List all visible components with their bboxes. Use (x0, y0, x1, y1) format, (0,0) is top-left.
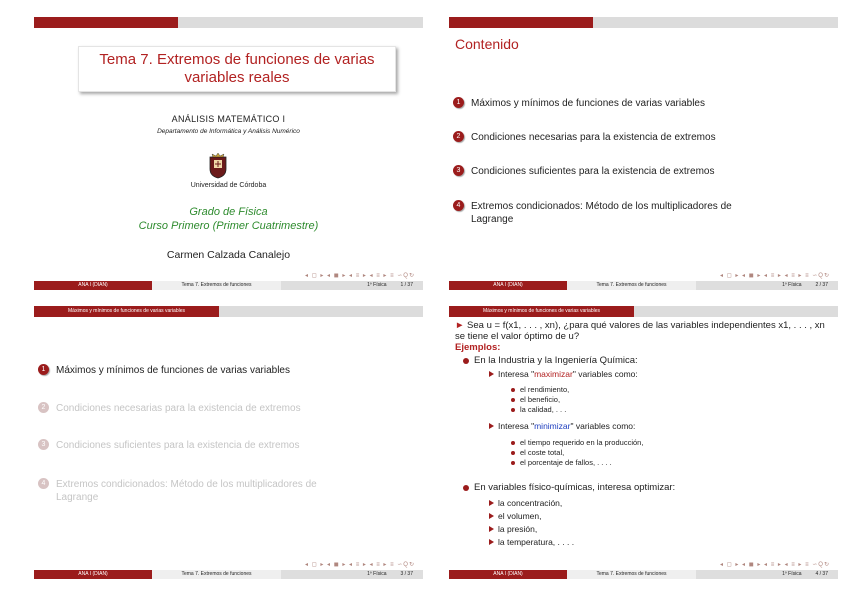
beamer-nav-icons[interactable]: ◂ ◻ ▸ ◂ ◼ ▸ ◂ ≡ ▸ ◂ ≡ ▸ ≡ ∽Q↻ (720, 273, 830, 279)
bullet-icon (489, 371, 494, 377)
presentation-title: Tema 7. Extremos de funciones de varias variables reales (99, 51, 375, 86)
footer-group: 1º Física (782, 282, 802, 288)
slide-title (34, 17, 423, 290)
footer-title: Tema 7. Extremos de funciones (152, 570, 281, 579)
footer (34, 281, 423, 290)
list-item: la concentración, (489, 498, 562, 508)
section-header (449, 306, 838, 317)
intro-text: Sea u = f(x1, . . . , xn), ¿para qué valores de las variables independientes x1, . . . , xn se tiene el valor óptimo de u? (455, 320, 825, 342)
list-item: el rendimiento, (511, 385, 569, 394)
toc-label: Máximos y mínimos de funciones de varias variables (56, 365, 290, 376)
footer (449, 570, 838, 579)
toc-label: Condiciones suficientes para la existencia de extremos (471, 166, 715, 177)
author: Carmen Calzada Canalejo (166, 249, 291, 261)
toc-item[interactable] (453, 200, 763, 226)
toc-label: Extremos condicionados: Método de los multiplicadores de Lagrange (471, 201, 732, 225)
page-number: 4 / 37 (815, 571, 828, 577)
slide-contents (449, 17, 838, 290)
toc-item[interactable] (38, 402, 301, 415)
footer-title: Tema 7. Extremos de funciones (567, 570, 696, 579)
list-item: el porcentaje de fallos, . . . . (511, 458, 612, 467)
toc-label: Condiciones necesarias para la existencia de extremos (56, 403, 301, 414)
footer (34, 570, 423, 579)
item-number: 2 (453, 131, 464, 142)
item-number: 4 (453, 200, 464, 211)
list-item: la temperatura, . . . . (489, 537, 574, 547)
footer-group: 1º Física (367, 571, 387, 577)
footer-right (696, 570, 838, 579)
course-year: Curso Primero (Primer Cuatrimestre) (138, 220, 319, 232)
section-header (34, 306, 423, 317)
title-box (78, 46, 396, 92)
toc-label: Máximos y mínimos de funciones de varias variables (471, 98, 705, 109)
list-item: el tiempo requerido en la producción, (511, 438, 643, 447)
footer-group: 1º Física (367, 282, 387, 288)
item-number: 3 (453, 165, 464, 176)
top-strip (34, 17, 423, 28)
bullet-icon (463, 485, 469, 491)
toc-label: Condiciones necesarias para la existencia de extremos (471, 132, 716, 143)
toc-label: Extremos condicionados: Método de los multiplicadores de Lagrange (56, 479, 317, 503)
toc-item[interactable] (38, 478, 348, 504)
toc-item[interactable] (38, 364, 290, 377)
slide-section (34, 306, 423, 579)
top-strip (449, 17, 838, 28)
university-name: Universidad de Córdoba (190, 182, 267, 189)
item-number: 1 (38, 364, 49, 375)
arrow-marker-icon: ► (455, 320, 465, 331)
section-title: Máximos y mínimos de funciones de varias variables (34, 306, 219, 317)
course-name: ANÁLISIS MATEMÁTICO I (171, 114, 286, 124)
list-item: Interesa " minimizar " variables como: (489, 421, 635, 431)
list-item: el volumen, (489, 511, 541, 521)
beamer-nav-icons[interactable]: ◂ ◻ ▸ ◂ ◼ ▸ ◂ ≡ ▸ ◂ ≡ ▸ ≡ ∽Q↻ (305, 562, 415, 568)
toc-item[interactable] (453, 131, 716, 144)
footer-right (281, 281, 423, 290)
department: Departamento de Informática y Análisis Numérico (157, 128, 300, 135)
frame-title: Contenido (455, 36, 519, 52)
list-item: el beneficio, (511, 395, 560, 404)
degree: Grado de Física (189, 206, 268, 218)
toc-item[interactable] (453, 165, 714, 178)
page-number: 3 / 37 (400, 571, 413, 577)
footer-right (696, 281, 838, 290)
slide-content (449, 306, 838, 579)
bullet-icon (489, 423, 494, 429)
footer-author: ANA I (DIAN) (34, 570, 152, 579)
item-number: 1 (453, 97, 464, 108)
beamer-nav-icons[interactable]: ◂ ◻ ▸ ◂ ◼ ▸ ◂ ≡ ▸ ◂ ≡ ▸ ≡ ∽Q↻ (720, 562, 830, 568)
footer-author: ANA I (DIAN) (34, 281, 152, 290)
footer-title: Tema 7. Extremos de funciones (567, 281, 696, 290)
list-item: la presión, (489, 524, 537, 534)
toc-label: Condiciones suficientes para la existencia de extremos (56, 440, 300, 451)
toc-item[interactable] (38, 439, 299, 452)
list-item: En la Industria y la Ingeniería Química: (463, 355, 638, 366)
list-item: la calidad, . . . (511, 405, 566, 414)
toc-item[interactable] (453, 97, 705, 110)
examples-label: Ejemplos: (455, 342, 501, 353)
item-number: 4 (38, 478, 49, 489)
footer-title: Tema 7. Extremos de funciones (152, 281, 281, 290)
section-title: Máximos y mínimos de funciones de varias variables (449, 306, 634, 317)
list-item: Interesa " maximizar " variables como: (489, 369, 638, 379)
university-crest-icon (208, 153, 228, 179)
footer-author: ANA I (DIAN) (449, 570, 567, 579)
bullet-icon (463, 358, 469, 364)
slide-body (455, 320, 833, 353)
footer-group: 1º Física (782, 571, 802, 577)
list-item: el coste total, (511, 448, 564, 457)
beamer-nav-icons[interactable]: ◂ ◻ ▸ ◂ ◼ ▸ ◂ ≡ ▸ ◂ ≡ ▸ ≡ ∽Q↻ (305, 273, 415, 279)
footer-right (281, 570, 423, 579)
page-number: 1 / 37 (400, 282, 413, 288)
list-item: En variables físico-químicas, interesa optimizar: (463, 482, 675, 493)
page-number: 2 / 37 (815, 282, 828, 288)
item-number: 3 (38, 439, 49, 450)
item-number: 2 (38, 402, 49, 413)
footer (449, 281, 838, 290)
intro (455, 320, 833, 342)
footer-author: ANA I (DIAN) (449, 281, 567, 290)
